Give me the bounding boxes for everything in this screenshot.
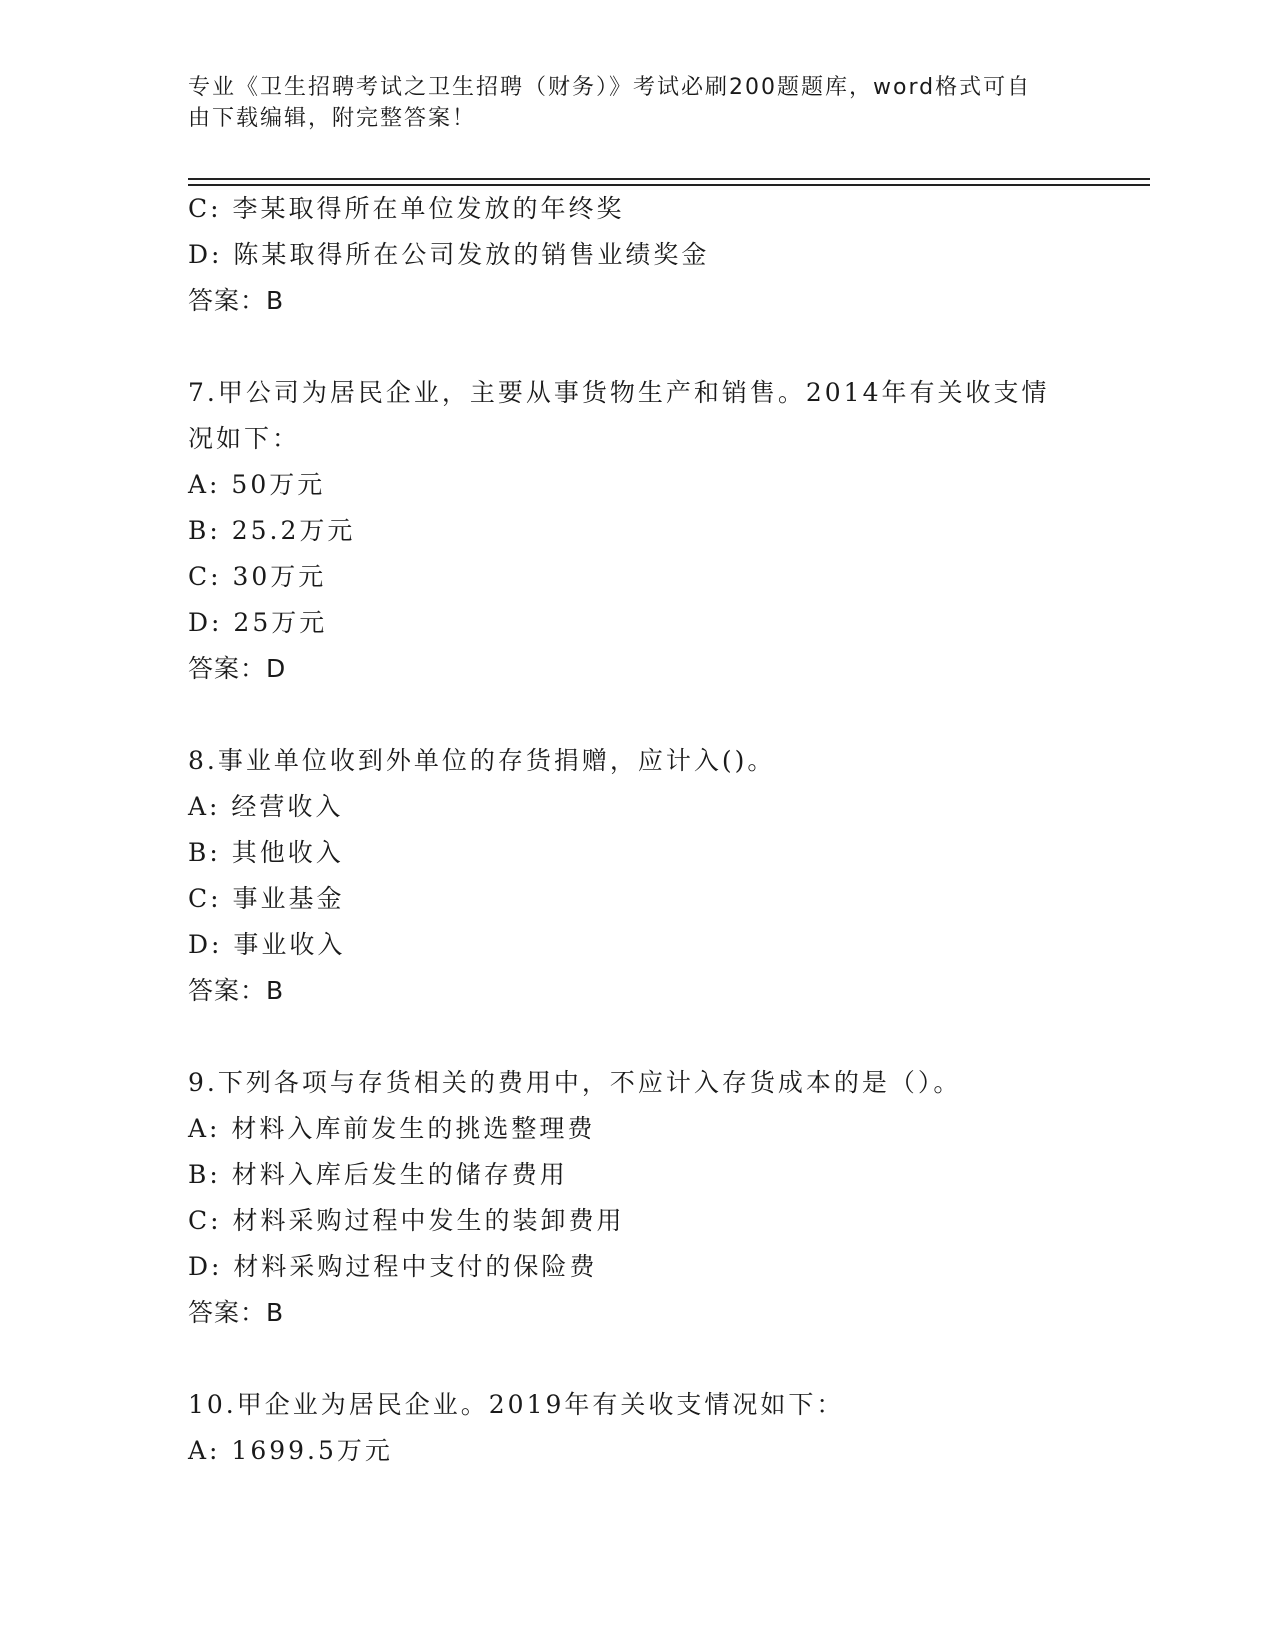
option-d: D: 25万元 [188,608,328,637]
option-d: D: 事业收入 [188,930,346,959]
question-7 [188,370,1148,692]
option-b: B: 其他收入 [188,838,344,867]
option-a: A: 1699.5万元 [188,1436,393,1465]
option-b: B: 材料入库后发生的储存费用 [188,1160,568,1189]
option-d: D: 材料采购过程中支付的保险费 [188,1252,598,1281]
header-line-1: 专业《卫生招聘考试之卫生招聘（财务）》考试必刷200题题库，word格式可自 [188,75,1032,100]
header-line-2: 由下载编辑，附完整答案！ [188,106,477,131]
option-a: A: 50万元 [188,470,326,499]
spacer [188,692,1148,738]
answer-line: 答案：B [188,976,285,1005]
spacer [188,1336,1148,1382]
answer-line: 答案：B [188,1298,285,1327]
question-6-continued [188,186,1148,324]
question-8 [188,738,1148,1014]
spacer [188,324,1148,370]
question-stem: 8.事业单位收到外单位的存货捐赠，应计入()。 [188,746,776,775]
question-stem: 7.甲公司为居民企业，主要从事货物生产和销售。2014年有关收支情 [188,378,1050,407]
option-b: B: 25.2万元 [188,516,356,545]
question-stem: 9.下列各项与存货相关的费用中，不应计入存货成本的是（）。 [188,1068,962,1097]
question-stem: 10.甲企业为居民企业。2019年有关收支情况如下： [188,1390,845,1419]
option-d: D: 陈某取得所在公司发放的销售业绩奖金 [188,240,710,269]
option-c: C: 事业基金 [188,884,345,913]
question-stem-continued: 况如下： [188,424,301,453]
header-divider-top [188,178,1150,180]
document-header [188,72,1068,134]
question-9 [188,1060,1148,1336]
answer-line: 答案：B [188,286,285,315]
option-c: C: 李某取得所在单位发放的年终奖 [188,194,625,223]
option-a: A: 经营收入 [188,792,344,821]
question-list [188,186,1148,1474]
question-10 [188,1382,1148,1474]
answer-line: 答案：D [188,654,287,683]
spacer [188,1014,1148,1060]
option-c: C: 30万元 [188,562,327,591]
option-c: C: 材料采购过程中发生的装卸费用 [188,1206,625,1235]
option-a: A: 材料入库前发生的挑选整理费 [188,1114,596,1143]
